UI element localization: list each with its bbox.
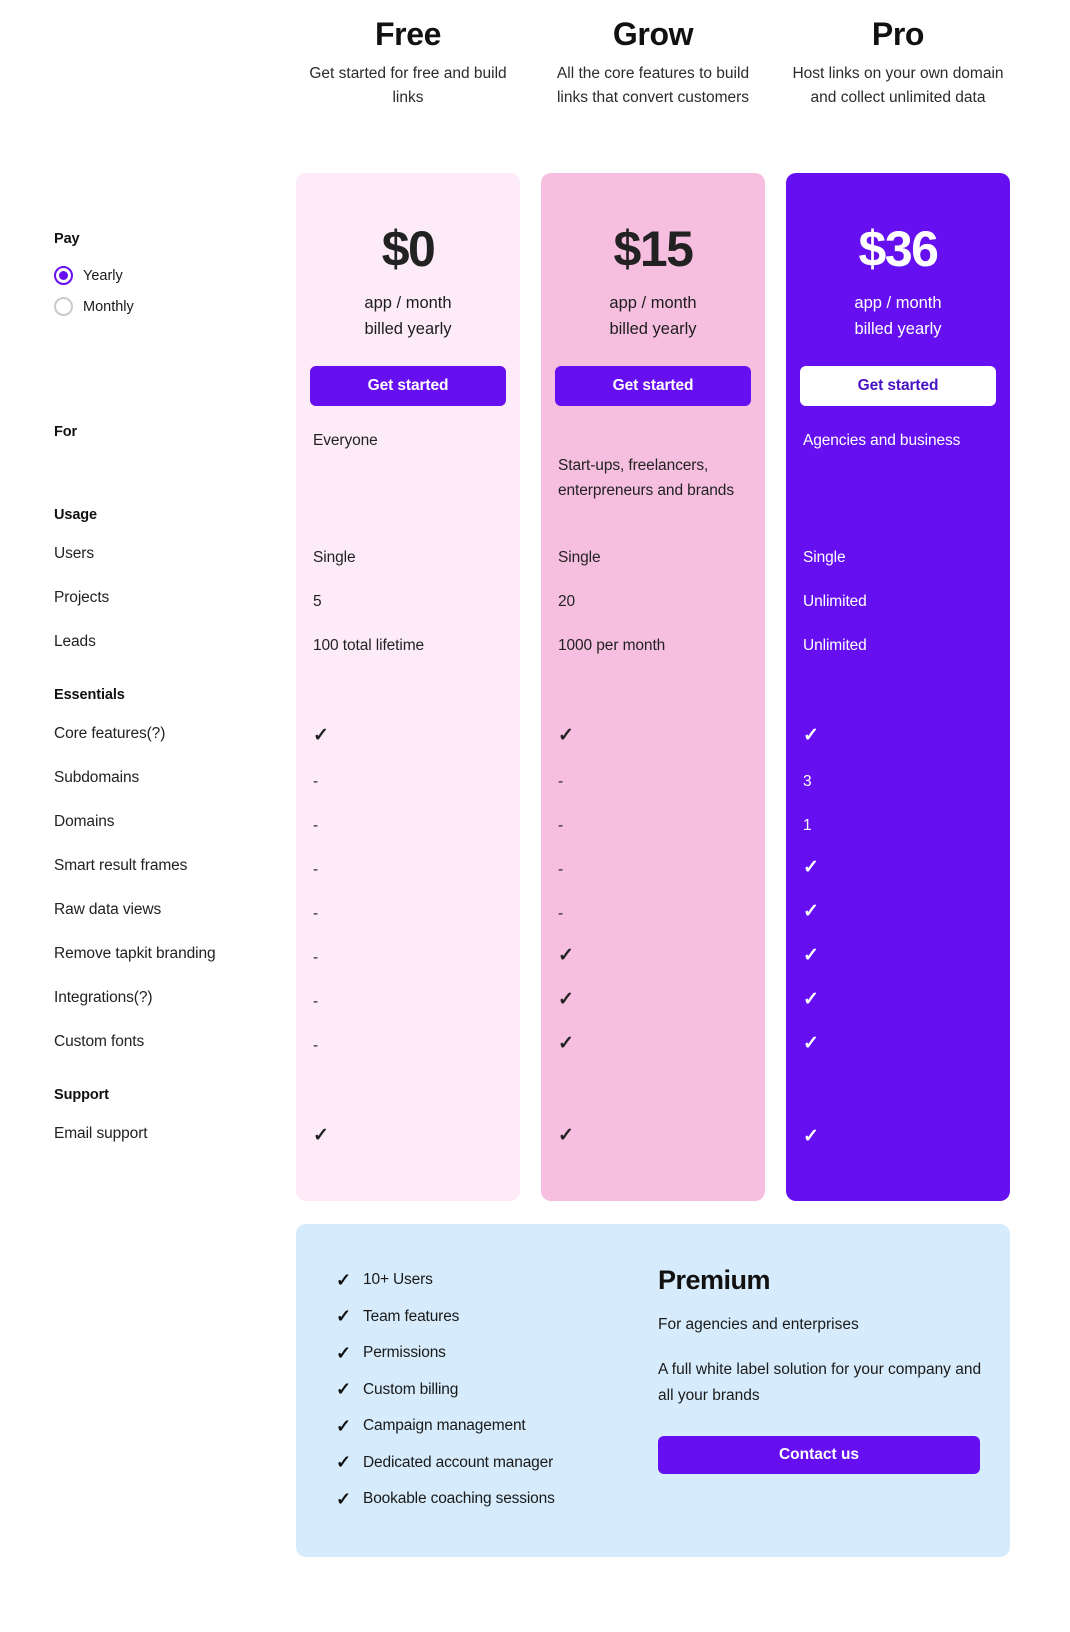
cell-subdomains-free: - bbox=[313, 773, 319, 790]
cell-users-free: Single bbox=[313, 549, 356, 566]
premium-feature-label: Permissions bbox=[363, 1344, 446, 1362]
cell-for-free: Everyone bbox=[313, 432, 378, 449]
essentials-section-label: Essentials bbox=[54, 687, 125, 703]
cell-raw-data-pro: ✓ bbox=[803, 901, 819, 922]
price-block-grow bbox=[541, 218, 765, 342]
pay-option-yearly-label: Yearly bbox=[83, 267, 123, 284]
cell-projects-pro: Unlimited bbox=[803, 593, 867, 610]
premium-panel bbox=[296, 1224, 1010, 1557]
cell-raw-data-free: - bbox=[313, 905, 319, 922]
cell-projects-free: 5 bbox=[313, 593, 322, 610]
row-label-users: Users bbox=[54, 545, 94, 562]
premium-feature-label: Team features bbox=[363, 1307, 460, 1325]
price-sub-line1-free: app / month bbox=[364, 294, 452, 312]
cell-domains-grow: - bbox=[558, 817, 564, 834]
cell-core-features-free: ✓ bbox=[313, 725, 329, 746]
price-sub-line2-free: billed yearly bbox=[364, 320, 452, 338]
check-icon: ✓ bbox=[336, 1342, 351, 1363]
list-item bbox=[336, 1262, 666, 1299]
premium-feature-label: 10+ Users bbox=[363, 1271, 433, 1289]
plan-headers bbox=[0, 0, 1070, 173]
list-item bbox=[336, 1408, 666, 1445]
check-icon: ✓ bbox=[336, 1488, 351, 1509]
cell-leads-free: 100 total lifetime bbox=[313, 637, 425, 654]
premium-title: Premium bbox=[658, 1265, 771, 1295]
cell-leads-pro: Unlimited bbox=[803, 637, 867, 654]
check-icon: ✓ bbox=[336, 1306, 351, 1327]
get-started-button-pro[interactable]: Get started bbox=[800, 366, 996, 406]
row-label-integrations: Integrations(?) bbox=[54, 989, 153, 1006]
list-item bbox=[336, 1481, 666, 1518]
row-label-subdomains: Subdomains bbox=[54, 769, 140, 786]
list-item bbox=[336, 1335, 666, 1372]
cell-smart-frames-grow: - bbox=[558, 861, 564, 878]
list-item bbox=[336, 1372, 666, 1409]
price-sub-line2-grow: billed yearly bbox=[609, 320, 697, 338]
cell-domains-pro: 1 bbox=[803, 817, 812, 834]
premium-subtitle: For agencies and enterprises bbox=[658, 1316, 859, 1333]
plan-header-free bbox=[296, 12, 520, 110]
cell-users-grow: Single bbox=[558, 549, 601, 566]
usage-section-label: Usage bbox=[54, 507, 98, 523]
cell-remove-branding-grow: ✓ bbox=[558, 945, 574, 966]
cell-custom-fonts-grow: ✓ bbox=[558, 1033, 574, 1054]
cell-users-pro: Single bbox=[803, 549, 846, 566]
price-block-pro bbox=[786, 218, 1010, 342]
price-sub-line2-pro: billed yearly bbox=[854, 320, 942, 338]
premium-feature-list bbox=[336, 1262, 666, 1518]
cell-projects-grow: 20 bbox=[558, 593, 576, 610]
cell-smart-frames-pro: ✓ bbox=[803, 857, 819, 878]
price-sub-pro bbox=[786, 290, 1010, 342]
cell-raw-data-grow: - bbox=[558, 905, 564, 922]
row-label-raw-data-views: Raw data views bbox=[54, 901, 162, 918]
cell-leads-grow: 1000 per month bbox=[558, 637, 666, 654]
premium-feature-label: Custom billing bbox=[363, 1380, 459, 1398]
cell-core-features-grow: ✓ bbox=[558, 725, 574, 746]
row-label-remove-branding: Remove tapkit branding bbox=[54, 945, 216, 962]
check-icon: ✓ bbox=[336, 1452, 351, 1473]
cell-integrations-grow: ✓ bbox=[558, 989, 574, 1010]
support-section-label: Support bbox=[54, 1087, 109, 1103]
pay-option-monthly-label: Monthly bbox=[83, 298, 134, 315]
pay-option-yearly[interactable] bbox=[54, 266, 123, 285]
price-grow: $15 bbox=[613, 221, 693, 277]
cell-integrations-pro: ✓ bbox=[803, 989, 819, 1010]
price-sub-line1-grow: app / month bbox=[609, 294, 697, 312]
row-label-domains: Domains bbox=[54, 813, 115, 830]
premium-description: A full white label solution for your company and all your brands bbox=[658, 1361, 982, 1404]
cell-custom-fonts-free: - bbox=[313, 1037, 319, 1054]
check-icon: ✓ bbox=[336, 1415, 351, 1436]
row-label-email-support: Email support bbox=[54, 1125, 148, 1142]
cell-remove-branding-pro: ✓ bbox=[803, 945, 819, 966]
plan-blurb-free: Get started for free and build links bbox=[309, 65, 507, 106]
row-label-projects: Projects bbox=[54, 589, 110, 606]
premium-details bbox=[658, 1262, 988, 1474]
premium-feature-label: Dedicated account manager bbox=[363, 1453, 554, 1471]
plan-name-pro: Pro bbox=[871, 16, 925, 52]
price-sub-free bbox=[296, 290, 520, 342]
cell-for-grow: Start-ups, freelancers, enterpreneurs and brands bbox=[558, 457, 734, 499]
cell-domains-free: - bbox=[313, 817, 319, 834]
check-icon: ✓ bbox=[336, 1269, 351, 1290]
radio-yearly-icon[interactable] bbox=[54, 266, 73, 285]
price-sub-line1-pro: app / month bbox=[854, 294, 942, 312]
row-label-core-features: Core features(?) bbox=[54, 725, 166, 742]
cell-subdomains-grow: - bbox=[558, 773, 564, 790]
plan-header-grow bbox=[541, 12, 765, 110]
plan-blurb-pro: Host links on your own domain and collect unlimited data bbox=[792, 65, 1004, 106]
cell-smart-frames-free: - bbox=[313, 861, 319, 878]
cell-custom-fonts-pro: ✓ bbox=[803, 1033, 819, 1054]
plan-blurb-grow: All the core features to build links that convert customers bbox=[556, 65, 750, 106]
radio-monthly-icon[interactable] bbox=[54, 297, 73, 316]
cell-email-support-free: ✓ bbox=[313, 1125, 329, 1146]
row-label-leads: Leads bbox=[54, 633, 96, 650]
get-started-button-free[interactable]: Get started bbox=[310, 366, 506, 406]
price-block-free bbox=[296, 218, 520, 342]
row-label-custom-fonts: Custom fonts bbox=[54, 1033, 145, 1050]
price-pro: $36 bbox=[858, 221, 938, 277]
price-free: $0 bbox=[381, 221, 435, 277]
price-sub-grow bbox=[541, 290, 765, 342]
cell-email-support-pro: ✓ bbox=[803, 1126, 819, 1147]
cell-subdomains-pro: 3 bbox=[803, 773, 812, 790]
cell-integrations-free: - bbox=[313, 993, 319, 1010]
cell-email-support-grow: ✓ bbox=[558, 1125, 574, 1146]
plan-name-grow: Grow bbox=[612, 16, 694, 52]
check-icon: ✓ bbox=[336, 1379, 351, 1400]
for-section-label: For bbox=[54, 424, 78, 440]
cell-remove-branding-free: - bbox=[313, 949, 319, 966]
plan-name-free: Free bbox=[375, 16, 441, 52]
list-item bbox=[336, 1299, 666, 1336]
row-label-smart-frames: Smart result frames bbox=[54, 857, 188, 874]
list-item bbox=[336, 1445, 666, 1482]
premium-feature-label: Campaign management bbox=[363, 1417, 526, 1435]
cell-core-features-pro: ✓ bbox=[803, 725, 819, 746]
plan-header-pro bbox=[786, 12, 1010, 110]
contact-us-button[interactable]: Contact us bbox=[658, 1436, 980, 1474]
premium-feature-label: Bookable coaching sessions bbox=[363, 1490, 555, 1508]
get-started-button-grow[interactable]: Get started bbox=[555, 366, 751, 406]
cell-for-pro: Agencies and business bbox=[803, 432, 961, 449]
pay-option-monthly[interactable] bbox=[54, 297, 134, 316]
pay-section-title: Pay bbox=[54, 231, 80, 247]
